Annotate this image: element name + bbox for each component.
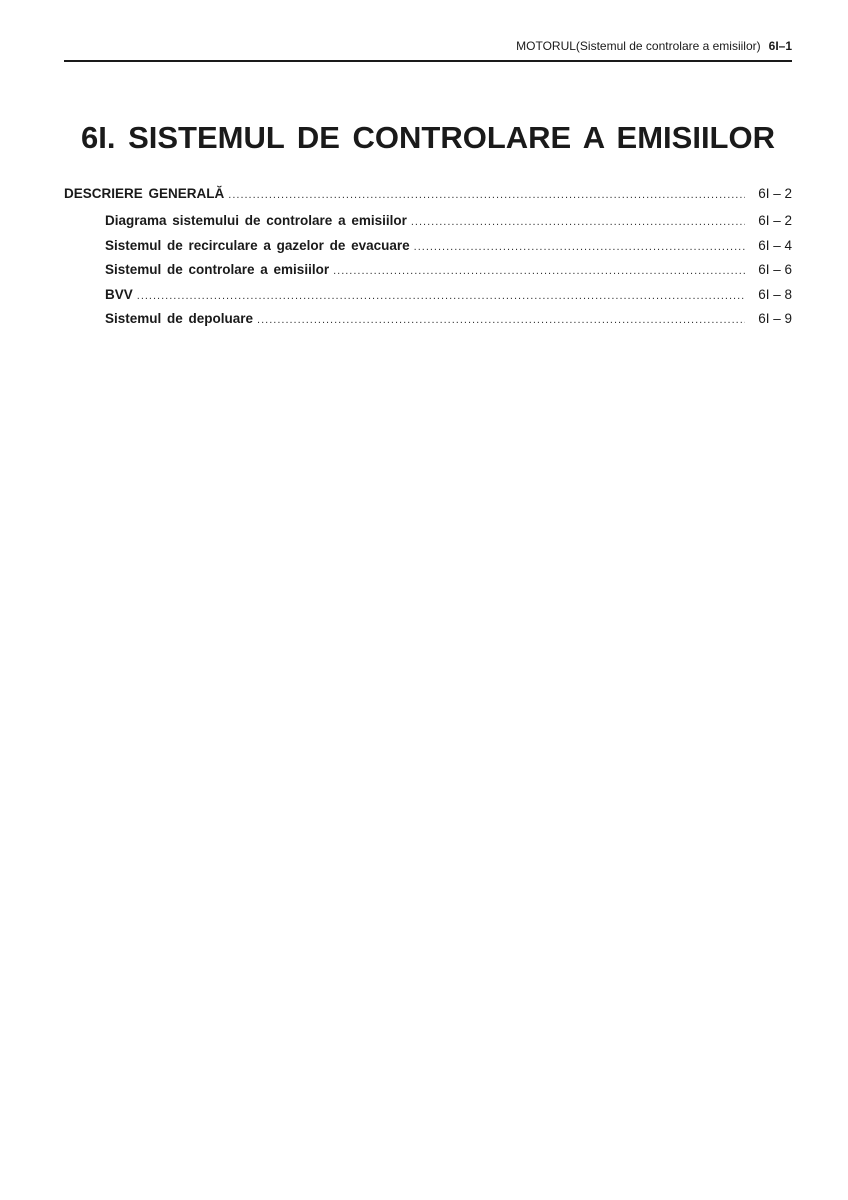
toc-dot-leader — [414, 237, 745, 257]
header-divider — [64, 60, 792, 62]
toc-entry-label: Diagrama sistemului de controlare a emisiilor — [105, 213, 407, 228]
toc-entry-label: Sistemul de controlare a emisiilor — [105, 262, 330, 277]
toc-entry-page: 6I – 9 — [758, 311, 792, 326]
running-header-section: MOTORUL(Sistemul de controlare a emisiilor) — [516, 39, 761, 53]
toc-entry-page: 6I – 2 — [758, 213, 792, 228]
toc-entry-label: Sistemul de recirculare a gazelor de evacuare — [105, 237, 410, 253]
running-header-page-number: 6I–1 — [768, 39, 792, 53]
toc-entry-label: BVV — [105, 286, 133, 302]
toc-dot-leader — [333, 261, 745, 281]
toc-entry-label: Sistemul de depoluare — [105, 311, 254, 326]
toc-dot-leader — [411, 212, 745, 232]
toc-entry-page: 6I – 2 — [758, 186, 792, 201]
toc-entry-controlare[interactable] — [64, 260, 792, 280]
toc-entry-page: 6I – 4 — [758, 237, 792, 253]
table-of-contents — [64, 184, 792, 334]
toc-entry-bvv[interactable] — [64, 285, 792, 305]
toc-entry-descriere-generala[interactable] — [64, 184, 792, 204]
toc-dot-leader — [228, 185, 745, 205]
toc-entry-diagrama[interactable] — [64, 211, 792, 231]
toc-entry-depoluare[interactable] — [64, 309, 792, 329]
toc-entry-page: 6I – 6 — [758, 262, 792, 277]
toc-entry-page: 6I – 8 — [758, 286, 792, 302]
toc-entry-recirculare[interactable] — [64, 236, 792, 256]
running-header — [64, 38, 792, 54]
toc-dot-leader — [257, 310, 745, 330]
toc-dot-leader — [137, 286, 745, 306]
toc-entry-label: DESCRIERE GENERALĂ — [64, 186, 225, 201]
chapter-title: 6I. SISTEMUL DE CONTROLARE A EMISIILOR — [80, 120, 775, 155]
